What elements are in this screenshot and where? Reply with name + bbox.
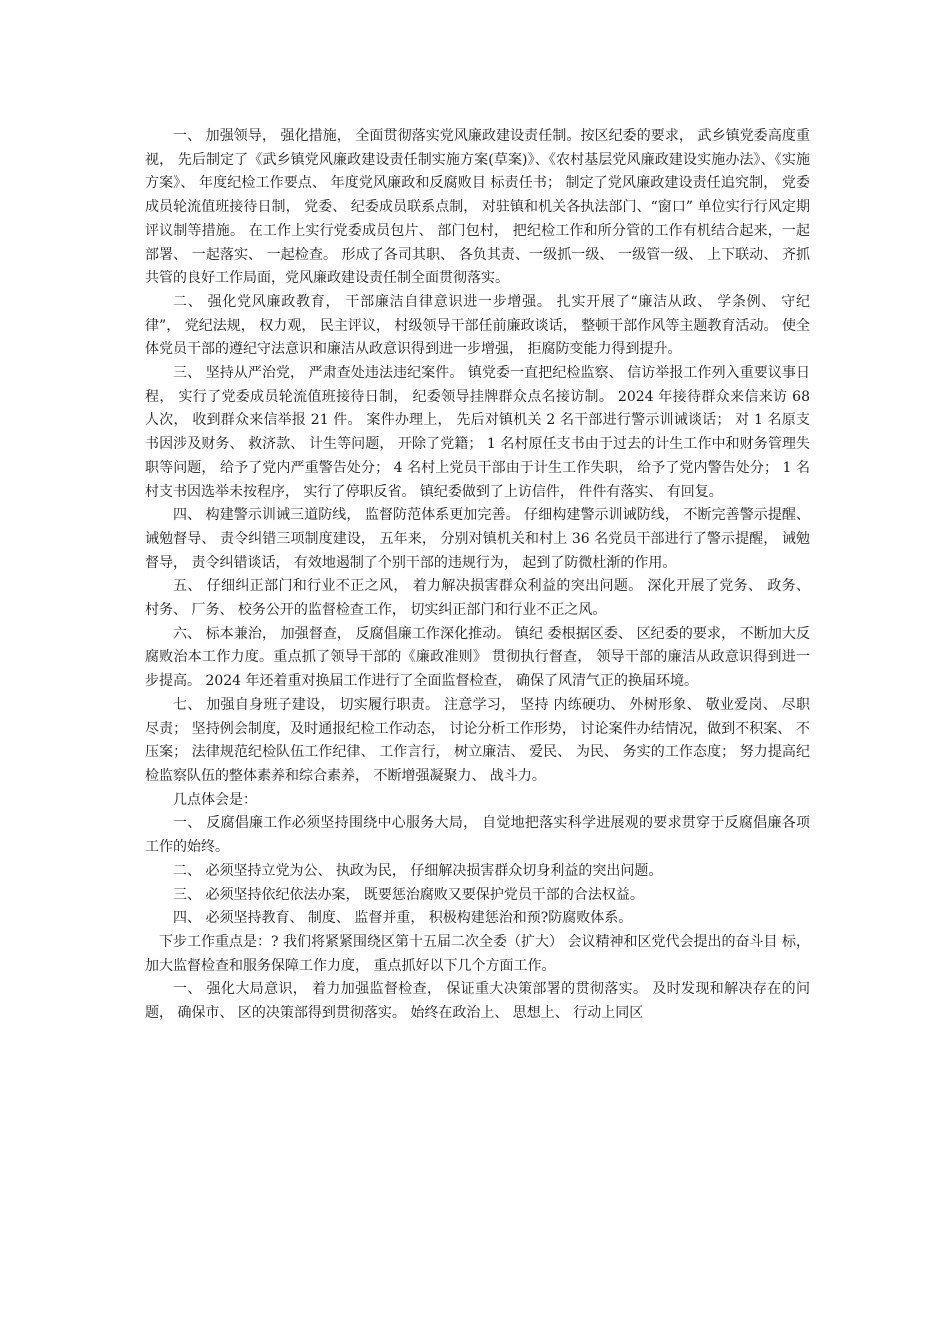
insight-1: 一、 反腐倡廉工作必须坚持围绕中心服务大局， 自觉地把落实科学进展观的要求贯穿于反腐倡廉各项工作的始终。 <box>145 815 810 856</box>
insight-2: 二、 必须坚持立党为公、 执政为民， 仔细解决损害群众切身利益的突出问题。 <box>173 862 663 879</box>
paragraph-5: 五、 仔细纠正部门和行业不正之风， 着力解决损害群众利益的突出问题。 深化开展了党务、 政务、 村务、 厂务、 校务公开的监督检查工作， 切实纠正部门和行业不正之风。 <box>145 578 810 619</box>
paragraph-2: 二、 强化党风廉政教育， 干部廉洁自律意识进一步增强。 扎实开展了“廉洁从政、 学条例、 守纪律”， 党纪法规， 权力观， 民主评议， 村级领导干部任前廉政谈话， 整顿干部作风等主题教育活动。 使全体党员干部的遵纪守法意识和廉洁从政意识得到进一步增强， 拒腐防变能力得到提升。 <box>145 293 810 358</box>
paragraph-6: 六、 标本兼治， 加强督查， 反腐倡廉工作深化推动。 镇纪 委根据区委、 区纪委的要求， 不断加大反腐败治本工作力度。重点抓了领导干部的《廉政准则》 贯彻执行督查， 领导干部的廉洁从政意识得到进一步提高。 2024 年还着重对换届工作进行了全面监督检查， 确保了风清气正的换届环境。 <box>145 625 810 690</box>
document-body <box>145 125 810 1026</box>
next-steps-intro: 下步工作重点是：? 我们将紧紧围绕区第十五届二次全委（扩大） 会议精神和区党代会提出的奋斗目 标， 加大监督检查和服务保障工作力度， 重点抓好以下几个方面工作。 <box>145 933 810 974</box>
insight-3: 三、 必须坚持依纪依法办案， 既要惩治腐败又要保护党员干部的合法权益。 <box>173 886 644 903</box>
insight-4: 四、 必须坚持教育、 制度、 监督并重， 积极构建惩治和预?防腐败体系。 <box>173 910 633 927</box>
next-step-1: 一、 强化大局意识， 着力加强监督检查， 保证重大决策部署的贯彻落实。 及时发现和解决存在的问题， 确保市、 区的决策部得到贯彻落实。 始终在政治上、 思想上、 行动上同区 <box>145 981 810 1022</box>
paragraph-3: 三、 坚持从严治党， 严肃查处违法违纪案件。 镇党委一直把纪检监察、 信访举报工作列入重要议事日程， 实行了党委成员轮流值班接待日制， 纪委领导挂牌群众点名接访制。 2024 年接待群众来信来访 68 人次， 收到群众来信举报 21 件。 案件办理上， 先后对镇机关 2 名干部进行警示训诫谈话； 对 1 名原支书因涉及财务、 救济款、 计生等问题， 开除了党籍； 1 名村原任支书由于过去的计生工作中和财务管理失职等问题， 给予了党内严重警告处分； 4 名村上党员干部由于计生工作失职， 给予了党内警告处分； 1 名村支书因选举未按程序， 实行了停职反省。 镇纪委做到了上访信件， 件件有落实、 有回复。 <box>145 365 810 500</box>
paragraph-1: 一、 加强领导， 强化措施， 全面贯彻落实党风廉政建设责任制。按区纪委的要求， 武乡镇党委高度重视， 先后制定了《武乡镇党风廉政建设责任制实施方案(草案)》、《农村基层党风廉政建设实施办法》、《实施方案》、 年度纪检工作要点、 年度党风廉政和反腐败目 标责任书； 制定了党风廉政建设责任追究制， 党委成员轮流值班接待日制， 党委、 纪委成员联系点制， 对驻镇和机关各执法部门、“窗口” 单位实行行风定期评议制等措施。 在工作上实行党委成员包片、 部门包村， 把纪检工作和所分管的工作有机结合起来，一起部署、 一起落实、 一起检查。 形成了各司其职、 各负其责、一级抓一级、 一级管一级、 上下联动、 齐抓共管的良好工作局面，党风廉政建设责任制全面贯彻落实。 <box>145 128 810 287</box>
paragraph-4: 四、 构建警示训诫三道防线， 监督防范体系更加完善。 仔细构建警示训诫防线， 不断完善警示提醒、 诫勉督导、 责令纠错三项制度建设， 五年来， 分别对镇机关和村上 36 名党员干部进行了警示提醒， 诫勉督导， 责令纠错谈话， 有效地遏制了个别干部的违规行为， 起到了防微杜渐的作用。 <box>145 507 810 571</box>
paragraph-7: 七、 加强自身班子建设， 切实履行职责。 注意学习， 坚持 内练硬功、 外树形象、 敬业爱岗、 尽职尽责； 坚持例会制度，及时通报纪检工作动态， 讨论分析工作形势， 讨论案件办结情况，做到不积案、 不压案； 法律规范纪检队伍工作纪律、 工作言行， 树立廉洁、 爱民、 为民、 务实的工作态度； 努力提高纪检监察队伍的整体素养和综合素养， 不断增强凝聚力、 战斗力。 <box>145 696 810 784</box>
insights-heading: 几点体会是： <box>173 791 257 808</box>
